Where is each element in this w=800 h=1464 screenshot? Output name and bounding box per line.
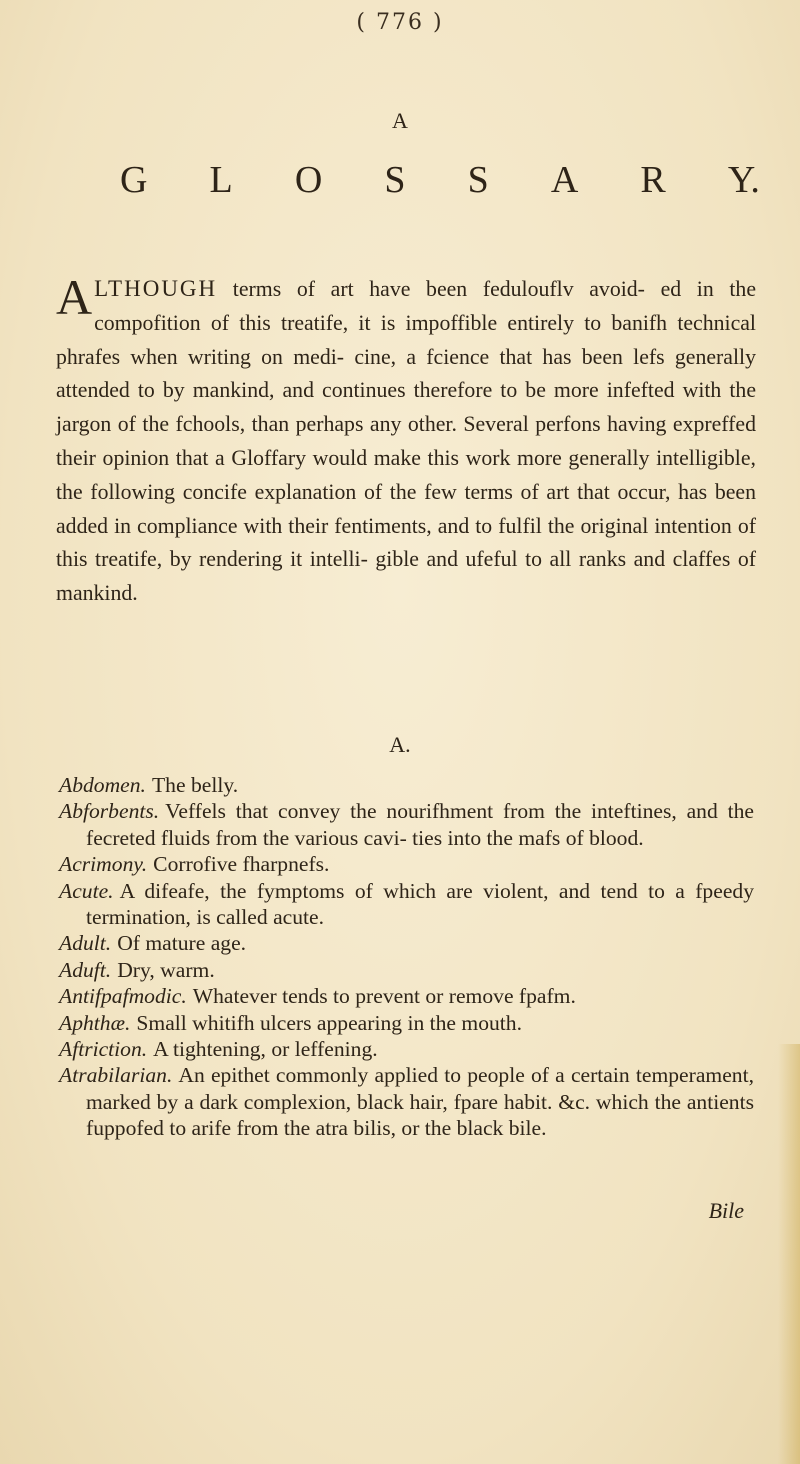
entry-term: Aduft. (59, 957, 112, 982)
entry-definition: A tightening, or leffening. (153, 1037, 378, 1062)
entry-term: Antifpafmodic. (59, 984, 187, 1009)
entry-term: Acute. (59, 878, 114, 903)
entry-definition: Small whitifh ulcers appearing in the mouth. (136, 1010, 522, 1035)
page-edge-shading (778, 1044, 800, 1464)
entry-term: Aphthæ. (59, 1010, 131, 1035)
glossary-entry (59, 930, 754, 956)
entry-term: Abforbents. (59, 799, 160, 824)
title-letter: L (209, 159, 233, 201)
intro-smallcaps: LTHOUGH (94, 276, 218, 301)
entry-term: Adult. (59, 931, 112, 956)
glossary-entries (59, 772, 754, 1142)
entry-definition: Dry, warm. (117, 957, 215, 982)
entry-definition: Veffels that convey the nourifhment from the inteftines, and the fecreted fluids from the various cavi- ties into the mafs of blood. (86, 799, 754, 850)
entry-term: Abdomen. (59, 773, 146, 797)
glossary-entry (59, 1036, 754, 1062)
glossary-entry (59, 878, 754, 931)
entry-definition: Of mature age. (117, 931, 247, 956)
entry-definition: Corrofive fharpnefs. (153, 852, 330, 877)
entry-term: Aftriction. (59, 1037, 148, 1062)
entry-definition: An epithet commonly applied to people of a certain temperament, marked by a dark complexion, black hair, fpare habit. &c. which the antients fuppofed to arife from the atra bilis, or the black bile. (86, 1063, 754, 1141)
title-letter: S (384, 159, 406, 201)
glossary-entry (59, 851, 754, 877)
glossary-entry (59, 772, 754, 798)
title-letter: O (294, 159, 323, 201)
entry-definition: A difeafe, the fymptoms of which are violent, and tend to a fpeedy termination, is called acute. (86, 878, 754, 930)
section-heading: A. (389, 732, 411, 757)
catchword: Bile (708, 1198, 744, 1223)
page-number: ( 776 ) (356, 10, 444, 35)
glossary-entry (59, 1010, 754, 1036)
glossary-entry (59, 957, 754, 983)
glossary-entry (59, 983, 754, 1009)
entry-term: Atrabilarian. (59, 1063, 173, 1088)
title-letter: Y. (727, 159, 760, 201)
entry-definition: Whatever tends to prevent or remove fpafm. (192, 984, 576, 1009)
glossary-title (120, 158, 760, 202)
title-letter: S (467, 159, 489, 201)
title-letter: A (550, 159, 579, 201)
intro-paragraph (56, 269, 756, 611)
small-heading: A (392, 108, 408, 133)
title-letter: R (640, 159, 666, 201)
glossary-entry (59, 798, 754, 851)
entry-term: Acrimony. (59, 852, 148, 877)
drop-cap: A (56, 269, 93, 325)
title-letter: G (120, 159, 148, 201)
intro-text: terms of art have been fedulouflv avoid- ed in the compofition of this treatife, it is impoffible entirely to banifh technical phrafes when writing on medi- cine, a fcience that has been lefs generally attended to by mankind, and continues therefore to be more infefted with the jargon of the fchools, than perhaps any other. Several perfons having expreffed their opinion that a Gloffary would make this work more generally intelligible, the following concife explanation of the few terms of art that occur, has been added in compliance with their fentiments, and to fulfil the original intention of this treatife, by rendering it intelli- gible and ufeful to all ranks and claffes of mankind. (56, 277, 756, 606)
glossary-entry (59, 1062, 754, 1141)
entry-definition: The belly. (151, 773, 239, 797)
